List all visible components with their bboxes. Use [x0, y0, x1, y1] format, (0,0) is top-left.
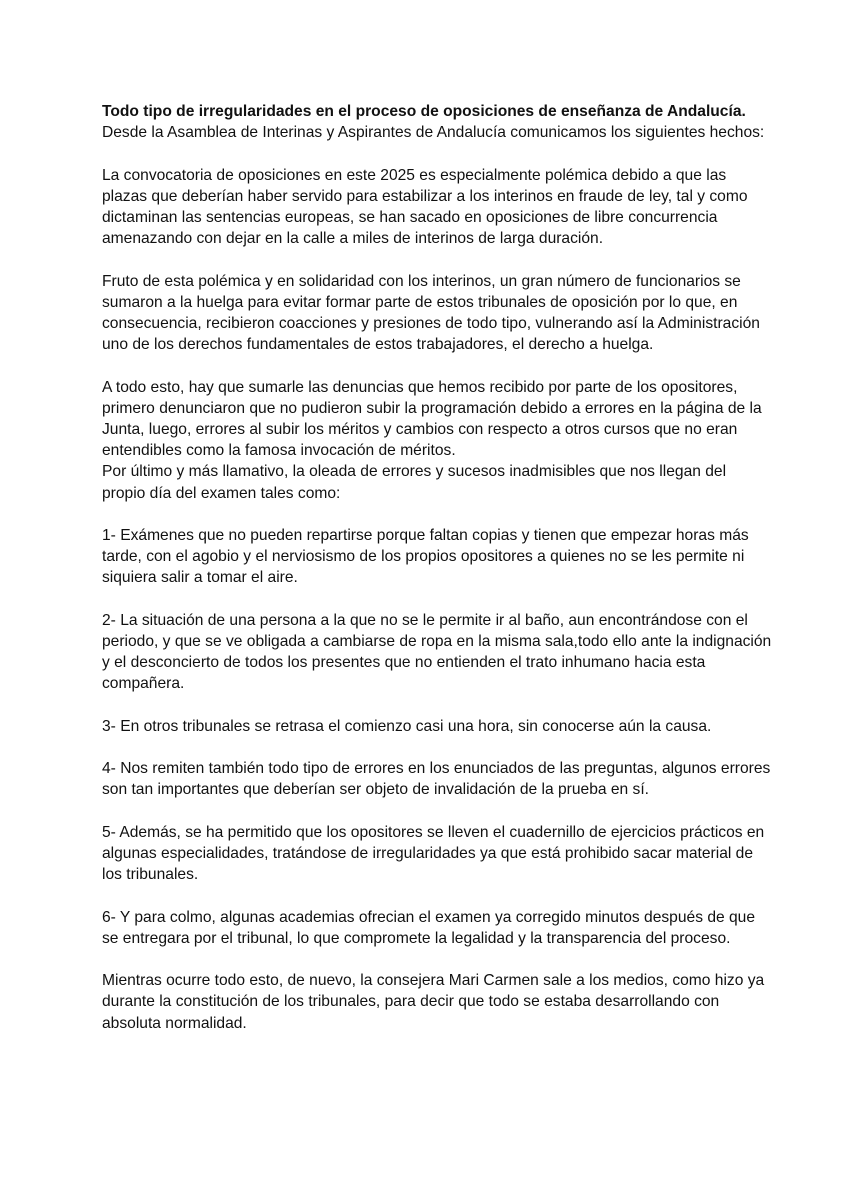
list-item: 5- Además, se ha permitido que los opositores se lleven el cuadernillo de ejercicios prácticos en algunas especialidades, tratándose de irregularidades ya que está prohibido sacar material de los tribunales.: [102, 823, 765, 884]
paragraph-gap: [102, 504, 772, 525]
paragraph-gap: [102, 249, 772, 270]
list-item: 1- Exámenes que no pueden repartirse porque faltan copias y tienen que empezar horas más tarde, con el agobio y el nerviosismo de los propios opositores a quienes no se les permite ni siquiera salir a tomar el aire.: [102, 527, 749, 587]
document-title: Todo tipo de irregularidades en el proceso de oposiciones de enseñanza de Andalucía.: [102, 103, 746, 120]
list-item: 4- Nos remiten también todo tipo de errores en los enunciados de las preguntas, algunos errores son tan importantes que deberían ser objeto de invalidación de la prueba en sí.: [102, 760, 771, 799]
paragraph-gap: [102, 737, 772, 758]
list-item: 2- La situación de una persona a la que no se le permite ir al baño, aun encontrándose con el periodo, y que se ve obligada a cambiarse de ropa en la misma sala,todo ello ante la indignación y el desconcierto de todos los presentes que no entienden el trato inhumano hacia esta compañera.: [102, 611, 772, 693]
paragraph-gap: [102, 885, 772, 906]
list-item: 3- En otros tribunales se retrasa el comienzo casi una hora, sin conocerse aún la causa.: [102, 717, 712, 735]
paragraph-gap: [102, 355, 772, 376]
paragraph-huelga: Fruto de esta polémica y en solidaridad con los interinos, un gran número de funcionarios se sumaron a la huelga para evitar formar parte de estos tribunales de oposición por lo que, en consecuencia, recibieron coacciones y presiones de todo tipo, vulnerando así la Administración uno de los derechos fundamentales de estos trabajadores, el derecho a huelga.: [102, 272, 760, 354]
paragraph-gap: [102, 143, 772, 164]
paragraph-oleada: Por último y más llamativo, la oleada de errores y sucesos inadmisibles que nos llegan del propio día del examen tales como:: [102, 463, 727, 502]
paragraph-gap: [102, 695, 772, 716]
paragraph-gap: [102, 801, 772, 822]
paragraph-convocatoria: La convocatoria de oposiciones en este 2025 es especialmente polémica debido a que las plazas que deberían haber servido para estabilizar a los interinos en fraude de ley, tal y como dictaminan las sentencias europeas, se han sacado en oposiciones de libre concurrencia amenazando con dejar en la calle a miles de interinos de larga duración.: [102, 166, 748, 248]
intro-paragraph: Desde la Asamblea de Interinas y Aspirantes de Andalucía comunicamos los siguientes hechos:: [102, 124, 765, 142]
paragraph-gap: [102, 949, 772, 970]
paragraph-gap: [102, 589, 772, 610]
closing-paragraph: Mientras ocurre todo esto, de nuevo, la consejera Mari Carmen sale a los medios, como hizo ya durante la constitución de los tribunales, para decir que todo se estaba desarrollando con absoluta normalidad.: [102, 972, 765, 1032]
paragraph-denuncias: A todo esto, hay que sumarle las denuncias que hemos recibido por parte de los opositores, primero denunciaron que no pudieron subir la programación debido a errores en la página de la Junta, luego, errores al subir los méritos y cambios con respecto a otros cursos que no eran entendibles como la famosa invocación de méritos.: [102, 378, 762, 460]
document-body: [102, 101, 772, 1034]
list-item: 6- Y para colmo, algunas academias ofrecian el examen ya corregido minutos después de que se entregara por el tribunal, lo que compromete la legalidad y la transparencia del proceso.: [102, 908, 756, 947]
